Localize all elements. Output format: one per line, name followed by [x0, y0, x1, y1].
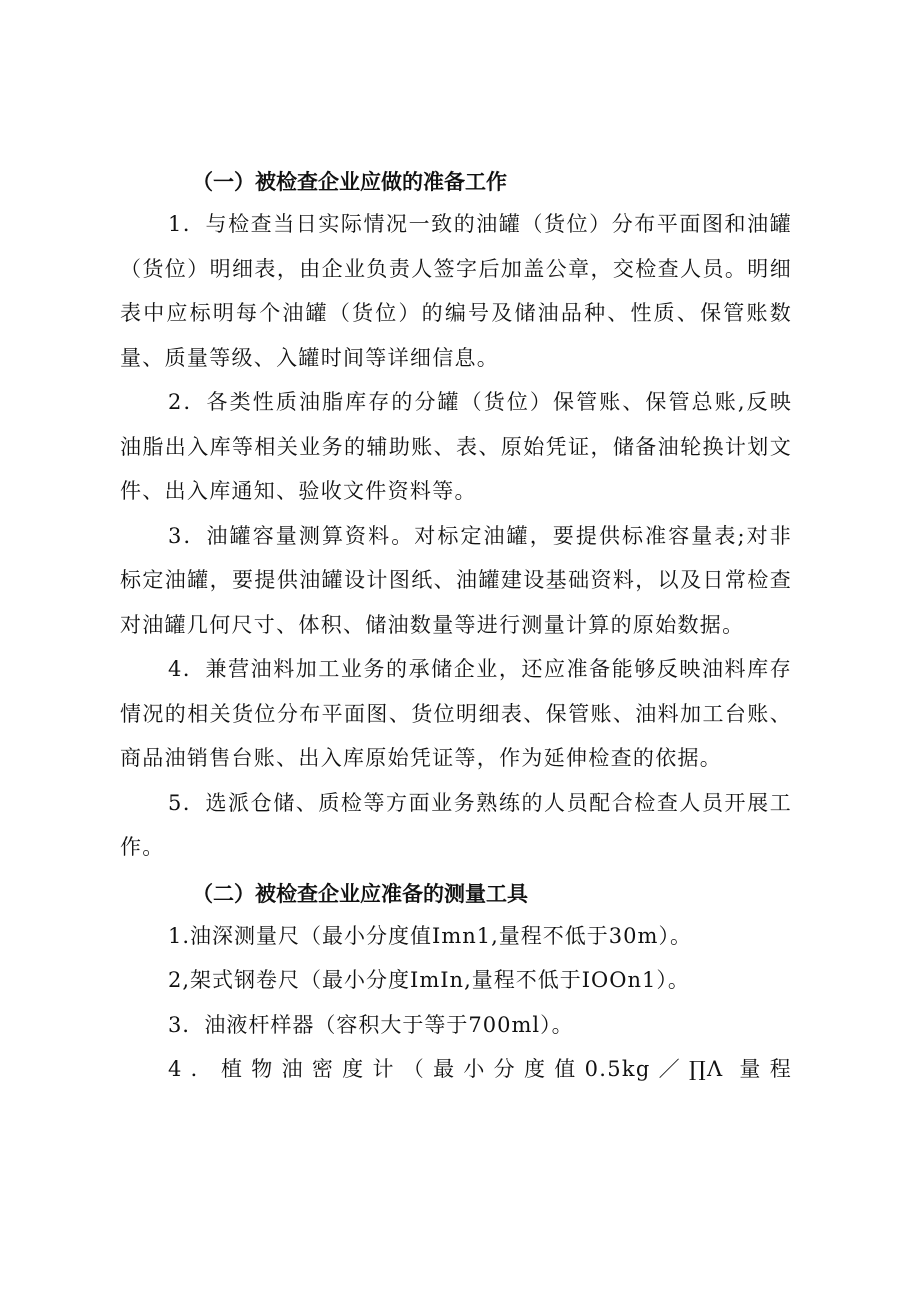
paragraph-item-3: 3．油罐容量测算资料。对标定油罐，要提供标准容量表;对非标定油罐，要提供油罐设计图纸、油罐建设基础资料，以及日常检查对油罐几何尺寸、体积、储油数量等进行测量计算的原始数据。	[120, 523, 792, 637]
document-body	[120, 162, 792, 1092]
tool-item-4: 4．植物油密度计（最小分度值0.5kg／∏Λ 量程	[168, 1057, 792, 1081]
paragraph-item-1: 1．与检查当日实际情况一致的油罐（货位）分布平面图和油罐（货位）明细表，由企业负责人签字后加盖公章，交检查人员。明细表中应标明每个油罐（货位）的编号及储油品种、性质、保管账数量、质量等级、入罐时间等详细信息。	[120, 212, 792, 370]
paragraph-item-5: 5．选派仓储、质检等方面业务熟练的人员配合检查人员开展工作。	[120, 790, 792, 859]
paragraph-item-4: 4．兼营油料加工业务的承储企业，还应准备能够反映油料库存情况的相关货位分布平面图、货位明细表、保管账、油料加工台账、商品油销售台账、出入库原始凭证等，作为延伸检查的依据。	[120, 657, 792, 770]
tool-item-2: 2,架式钢卷尺（最小分度ImIn,量程不低于IOOn1）。	[168, 968, 690, 992]
section-heading-tools: （二）被检查企业应准备的测量工具	[192, 881, 528, 906]
tool-item-1: 1.油深测量尺（最小分度值Imn1,量程不低于30m）。	[168, 923, 692, 948]
tool-item-3: 3．油液杆样器（容积大于等于700ml）。	[168, 1012, 574, 1037]
section-heading-preparation: （一）被检查企业应做的准备工作	[192, 170, 507, 194]
paragraph-item-2: 2．各类性质油脂库存的分罐（货位）保管账、保管总账,反映油脂出入库等相关业务的辅助账、表、原始凭证，储备油轮换计划文件、出入库通知、验收文件资料等。	[120, 390, 792, 503]
